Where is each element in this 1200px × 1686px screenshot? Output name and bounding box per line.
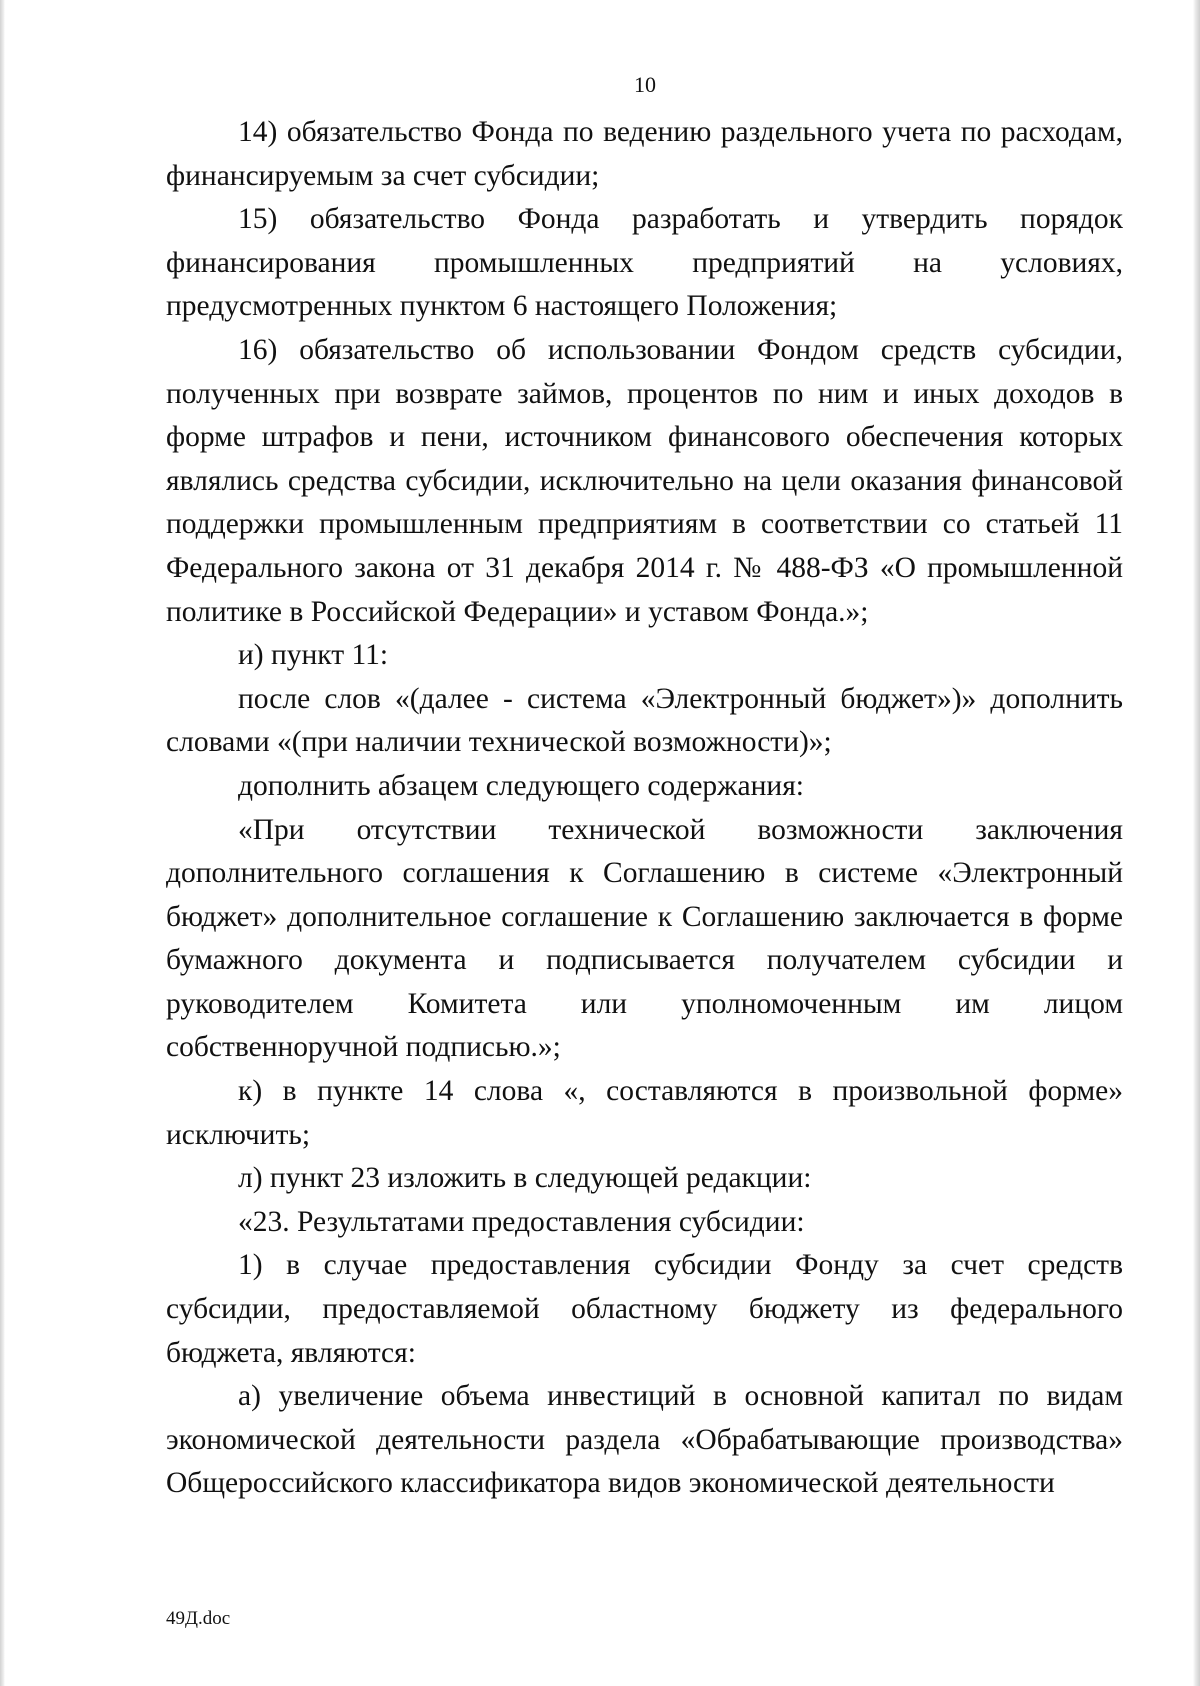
paragraph: «При отсутствии технической возможности заключения дополнительного соглашения к Соглашению в системе «Электронный бюджет» дополнительное соглашение к Соглашению заключается в форме бумажного документа и подписывается получателем субсидии и руководителем Комитета или уполномоченным им лицом собственноручной подписью.»; [166,813,1123,1064]
page-number: 10 [634,72,656,97]
paragraph: 14) обязательство Фонда по ведению раздельного учета по расходам, финансируемым за счет субсидии; [166,116,1123,192]
paragraph: к) в пункте 14 слова «, составляются в произвольной форме» исключить; [166,1075,1123,1151]
paragraph: а) увеличение объема инвестиций в основной капитал по видам экономической деятельности раздела «Обрабатывающие производства» Общероссийского классификатора видов экономической деятельности [166,1380,1123,1500]
footer-filename: 49Д.doc [166,1608,231,1629]
scan-edge-left [0,0,5,1686]
document-body [166,111,1123,1506]
paragraph: 1) в случае предоставления субсидии Фонду за счет средств субсидии, предоставляемой областному бюджету из федерального бюджета, являются: [166,1249,1123,1369]
paragraph: 16) обязательство об использовании Фондом средств субсидии, полученных при возврате займов, процентов по ним и иных доходов в форме штрафов и пени, источником финансового обеспечения которых являлись средства субсидии, исключительно на цели оказания финансовой поддержки промышленным предприятиям в соответствии со статьей 11 Федерального закона от 31 декабря 2014 г. № 488-ФЗ «О промышленной политике в Российской Федерации» и уставом Фонда.»; [166,333,1123,628]
paragraph: после слов «(далее - система «Электронный бюджет»)» дополнить словами «(при наличии технической возможности)»; [166,682,1123,759]
paragraph: дополнить абзацем следующего содержания: [238,769,804,802]
paragraph: и) пункт 11: [238,639,389,672]
paragraph: «23. Результатами предоставления субсидии: [238,1205,805,1238]
scan-edge-right [1193,0,1200,1686]
paragraph: 15) обязательство Фонда разработать и утвердить порядок финансирования промышленных предприятий на условиях, предусмотренных пунктом 6 настоящего Положения; [166,203,1123,323]
paragraph: л) пункт 23 изложить в следующей редакции: [238,1162,812,1195]
